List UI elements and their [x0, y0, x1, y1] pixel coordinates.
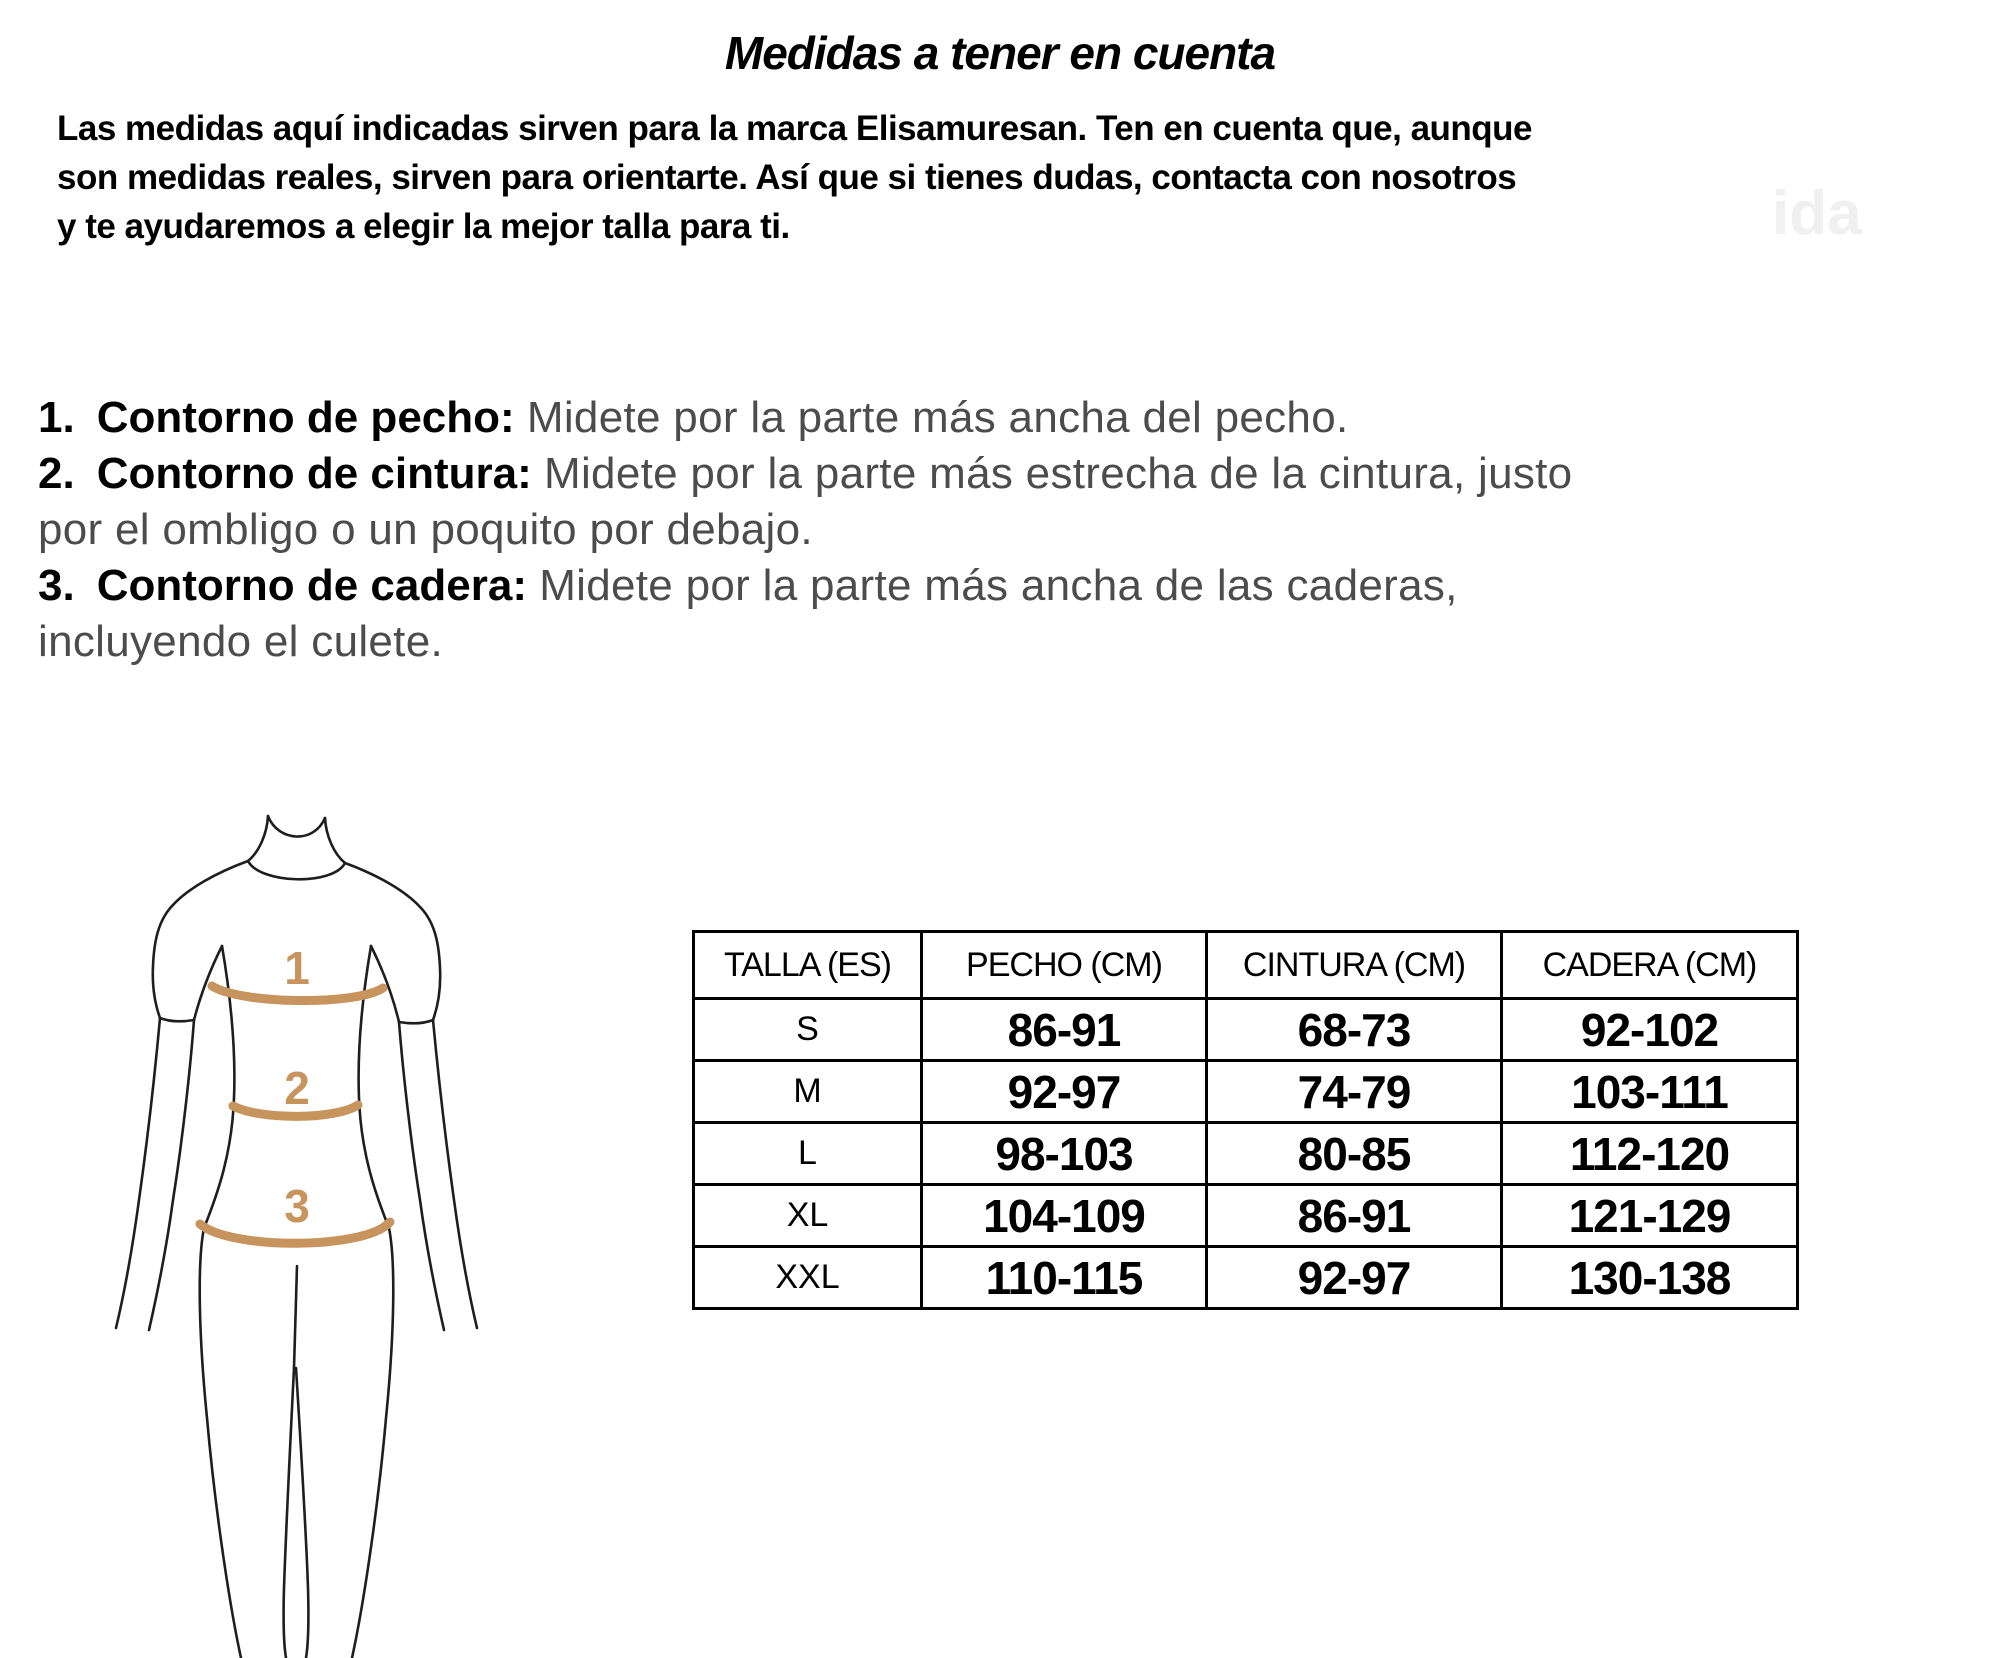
pecho-value: 86-91	[922, 999, 1207, 1061]
size-chart-table	[692, 930, 1799, 1310]
pecho-value: 92-97	[922, 1061, 1207, 1123]
instruction-number: 1.	[38, 393, 75, 442]
cadera-value: 92-102	[1502, 999, 1798, 1061]
size-label: XL	[694, 1185, 922, 1247]
table-row-m	[694, 1061, 1798, 1123]
size-label: XXL	[694, 1247, 922, 1309]
size-label: L	[694, 1123, 922, 1185]
pecho-value: 98-103	[922, 1123, 1207, 1185]
size-table-header-row	[694, 932, 1798, 999]
table-row-l	[694, 1123, 1798, 1185]
hip-line-number: 3	[284, 1180, 310, 1232]
intro-paragraph: Las medidas aquí indicadas sirven para la marca Elisamuresan. Ten en cuenta que, aunque son medidas reales, sirven para orientarte. Así que si tienes dudas, contacta con nosotros y te ayudaremos a elegir la mejor talla para ti.	[57, 109, 1533, 246]
measurement-line-labels	[284, 942, 310, 1232]
body-silhouette-figure	[100, 808, 490, 1658]
instruction-item-cintura	[38, 446, 1573, 558]
table-row-xxl	[694, 1247, 1798, 1309]
page-title: Medidas a tener en cuenta	[724, 27, 1276, 79]
column-header-pecho: PECHO (CM)	[922, 932, 1207, 999]
instruction-label: Contorno de cintura:	[96, 449, 532, 498]
column-header-cadera: CADERA (CM)	[1502, 932, 1798, 999]
cintura-value: 74-79	[1207, 1061, 1502, 1123]
cadera-value: 112-120	[1502, 1123, 1798, 1185]
instruction-number: 3.	[38, 561, 75, 610]
body-measurement-diagram	[100, 808, 490, 1658]
instruction-label: Contorno de pecho:	[96, 393, 515, 442]
cintura-value: 68-73	[1207, 999, 1502, 1061]
chest-line-number: 1	[284, 942, 310, 994]
pecho-value: 110-115	[922, 1247, 1207, 1309]
cintura-value: 86-91	[1207, 1185, 1502, 1247]
size-label: M	[694, 1061, 922, 1123]
instruction-item-cadera	[38, 558, 1573, 670]
instruction-label: Contorno de cadera:	[96, 561, 527, 610]
instruction-text: Midete por la parte más ancha del pecho.	[526, 393, 1349, 442]
waist-line-number: 2	[284, 1062, 310, 1114]
instruction-text: Midete por la parte más ancha de las caderas, incluyendo el culete.	[38, 561, 1458, 666]
watermark: ida	[1772, 179, 1862, 248]
instruction-text: Midete por la parte más estrecha de la cintura, justo por el ombligo o un poquito por debajo.	[38, 449, 1573, 554]
cadera-value: 121-129	[1502, 1185, 1798, 1247]
cintura-value: 92-97	[1207, 1247, 1502, 1309]
instruction-item-pecho	[38, 390, 1573, 446]
table-row-xl	[694, 1185, 1798, 1247]
instruction-number: 2.	[38, 449, 75, 498]
column-header-cintura: CINTURA (CM)	[1207, 932, 1502, 999]
pecho-value: 104-109	[922, 1185, 1207, 1247]
cadera-value: 103-111	[1502, 1061, 1798, 1123]
column-header-talla: TALLA (ES)	[694, 932, 922, 999]
cintura-value: 80-85	[1207, 1123, 1502, 1185]
table-row-s	[694, 999, 1798, 1061]
measurement-instructions	[38, 390, 1573, 670]
size-label: S	[694, 999, 922, 1061]
cadera-value: 130-138	[1502, 1247, 1798, 1309]
